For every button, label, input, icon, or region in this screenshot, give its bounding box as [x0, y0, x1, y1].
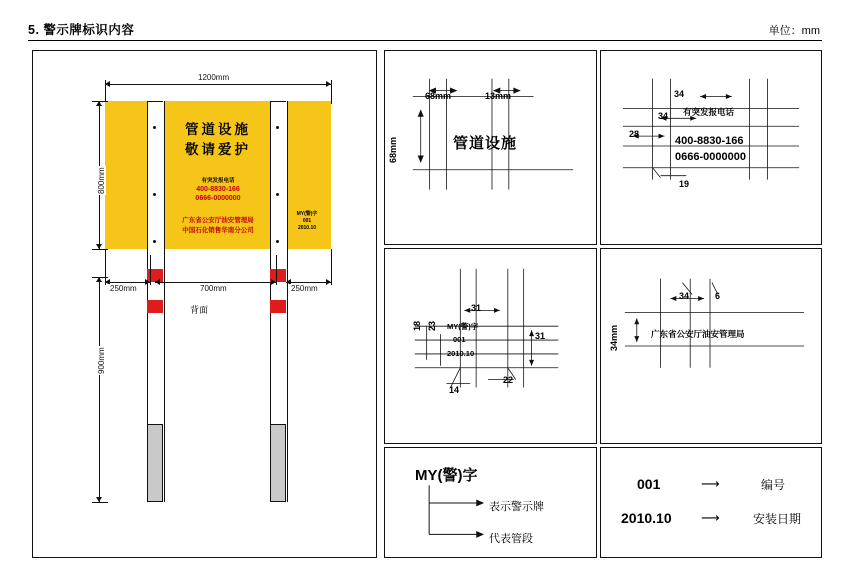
- section-number: 5.: [28, 23, 40, 37]
- dim-board-height: 800mm: [97, 167, 106, 194]
- detail-d-svg: [601, 249, 821, 443]
- sign-hotline-1: 400-8830-166: [196, 186, 240, 193]
- detail-c-text-line2: 001: [453, 335, 466, 344]
- ext-line-right: [331, 249, 332, 285]
- dim-side-left: 250mm: [110, 284, 137, 293]
- bolt-r3: [276, 240, 279, 243]
- detail-c-dim-left2: 23: [427, 320, 437, 331]
- page-title: [28, 20, 134, 38]
- detail-c-dim-left1: 18: [412, 320, 422, 331]
- legend-code-note2: 代表管段: [489, 533, 533, 545]
- detail-c-svg: [385, 249, 596, 443]
- sign-code-block: [289, 211, 325, 232]
- band-right-lower: [270, 300, 286, 313]
- dim-top-tick-right: [331, 80, 332, 104]
- back-view-label: 背面: [190, 305, 209, 315]
- dim-side-right: 250mm: [291, 284, 318, 293]
- section-title: 警示牌标识内容: [43, 23, 135, 37]
- sign-code-line2: 001: [302, 218, 312, 224]
- legend-code-frame: [384, 447, 597, 558]
- detail-c-text-line1: MY(警)字: [447, 322, 479, 331]
- post-right-base: [270, 424, 286, 502]
- post-left-cap: [147, 101, 163, 102]
- dim-left-line: [105, 282, 150, 283]
- ext-line-postr: [276, 255, 277, 285]
- legend-number-meaning: 编号: [761, 478, 786, 492]
- detail-c-dim-top: 31: [471, 303, 482, 313]
- detail-a-dim-top-left: 68mm: [425, 91, 452, 101]
- dim-post-line: [99, 277, 100, 502]
- detail-c-text-line3: 2010.10: [447, 349, 475, 358]
- detail-b-dim-top: 34: [674, 89, 685, 99]
- detail-c-dim-right: 31: [535, 331, 546, 341]
- dim-height-tick-top: [92, 101, 108, 102]
- bolt-l2: [153, 193, 156, 196]
- legend-number-arrow1: ⟶: [701, 476, 720, 491]
- post-right-cap: [270, 101, 286, 102]
- sign-hotline-label: 有突发报电话: [201, 178, 235, 184]
- bolt-l3: [153, 240, 156, 243]
- sign-code-line3: 2010.10: [297, 225, 317, 231]
- detail-b-title-line2: 400-8830-166: [675, 135, 744, 147]
- legend-date-meaning: 安装日期: [753, 512, 802, 526]
- dim-right-line: [286, 282, 331, 283]
- detail-b-dim-mid: 34: [658, 111, 669, 121]
- detail-b-title-line1: 有突发报电话: [683, 107, 735, 117]
- detail-d-text: 广东省公安厅油安管理局: [651, 329, 745, 339]
- header-divider: [28, 40, 822, 41]
- detail-b-title-line3: 0666-0000000: [675, 151, 746, 163]
- dim-gap-line: [155, 282, 276, 283]
- legend-date-arrow: ⟶: [701, 510, 720, 525]
- dim-board-width: 1200mm: [198, 73, 230, 82]
- sign-org-line2: 中国石化销售华南分公司: [182, 227, 254, 234]
- sign-title-line2: 敬请爱护: [185, 142, 251, 157]
- dim-post-height: 900mm: [97, 347, 106, 374]
- detail-b-dim-left: 28: [629, 129, 640, 139]
- unit-label: 单位：mm: [768, 25, 820, 37]
- post-left-base: [147, 424, 163, 502]
- legend-date-value: 2010.10: [621, 510, 672, 526]
- legend-number-value: 001: [637, 476, 661, 492]
- detail-b-dim-bottom: 19: [679, 179, 690, 189]
- detail-c-dim-bottom1: 14: [449, 385, 460, 395]
- bolt-r2: [276, 193, 279, 196]
- legend-number-frame: [600, 447, 822, 558]
- dim-top-line: [105, 84, 331, 85]
- detail-a-dim-top-right: 13mm: [485, 91, 512, 101]
- band-left-lower: [147, 300, 163, 313]
- legend-code-title: MY(警)字: [415, 467, 478, 484]
- detail-d-dim-top2: 6: [715, 291, 721, 301]
- detail-c-frame: [384, 248, 597, 444]
- dim-post-gap: 700mm: [200, 284, 227, 293]
- dim-gap-arrow-a: [155, 279, 160, 285]
- detail-d-dim-left: 34mm: [609, 324, 619, 351]
- detail-d-frame: [600, 248, 822, 444]
- legend-code-note1: 表示警示牌: [489, 501, 544, 513]
- detail-b-svg: [601, 51, 821, 244]
- bolt-l1: [153, 126, 156, 129]
- bolt-r1: [276, 126, 279, 129]
- detail-a-dim-left: 68mm: [388, 136, 398, 163]
- ext-line-left: [105, 249, 106, 285]
- detail-a-frame: [384, 50, 597, 245]
- sign-org-line1: 广东省公安厅油安管理局: [182, 217, 254, 224]
- detail-c-dim-bottom2: 22: [503, 375, 514, 385]
- detail-a-title: 管道设施: [453, 135, 518, 152]
- sign-hotline-2: 0666-0000000: [195, 195, 241, 202]
- detail-b-frame: [600, 50, 822, 245]
- sign-code-line1: MY(警)字: [296, 211, 318, 217]
- sign-title-line1: 管道设施: [185, 122, 251, 137]
- ext-line-postl: [150, 255, 151, 285]
- dim-post-tick-bottom: [92, 502, 108, 503]
- detail-d-dim-top1: 34: [679, 291, 690, 301]
